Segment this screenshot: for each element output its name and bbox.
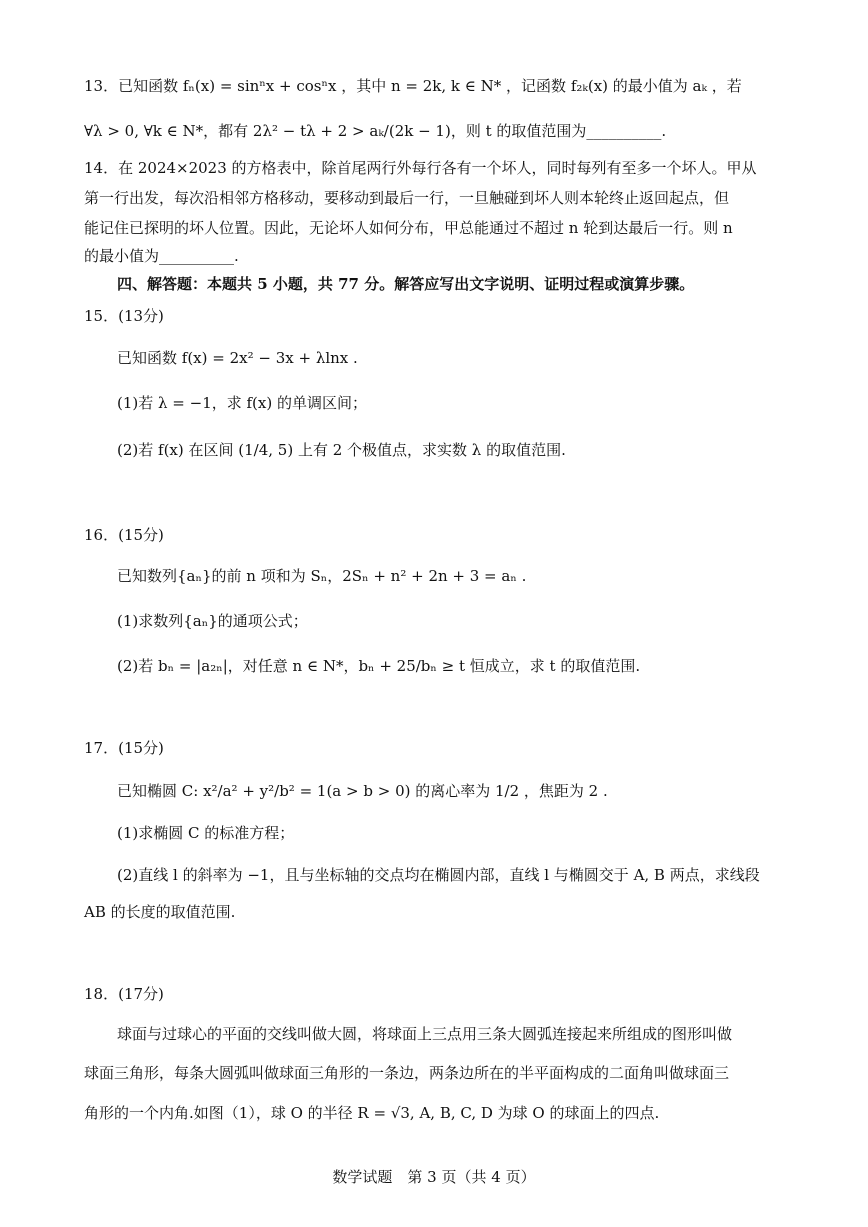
q13-line1: 13．已知函数 fₙ(x) = sinⁿx + cosⁿx ，其中 n = 2k, k ∈ N* ，记函数 f₂ₖ(x) 的最小值为 aₖ ，若 <box>84 77 742 95</box>
q17-part2-line1: (2)直线 l 的斜率为 −1，且与坐标轴的交点均在椭圆内部，直线 l 与椭圆交于 A, B 两点，求线段 <box>117 866 760 884</box>
q16-stem: 已知数列{aₙ}的前 n 项和为 Sₙ，2Sₙ + n² + 2n + 3 = aₙ . <box>117 567 527 585</box>
q15-header: 15．(13分) <box>84 307 164 325</box>
q14-line2: 第一行出发，每次沿相邻方格移动，要移动到最后一行，一旦触碰到坏人则本轮终止返回起点，但 <box>84 189 730 207</box>
q18-header: 18．(17分) <box>84 985 164 1003</box>
q18-line3: 角形的一个内角.如图（1），球 O 的半径 R = √3, A, B, C, D 为球 O 的球面上的四点. <box>84 1104 660 1122</box>
q14-line1: 14．在 2024×2023 的方格表中，除首尾两行外每行各有一个坏人，同时每列有至多一个坏人。甲从 <box>84 159 757 177</box>
q13-line2: ∀λ > 0, ∀k ∈ N*，都有 2λ² − tλ + 2 > aₖ/(2k − 1)，则 t 的取值范围为__________. <box>84 122 667 140</box>
q14-line3: 能记住已探明的坏人位置。因此，无论坏人如何分布，甲总能通过不超过 n 轮到达最后一行。则 n <box>84 219 733 237</box>
q17-part2-line2: AB 的长度的取值范围. <box>84 903 236 921</box>
page-footer: 数学试题 第 3 页（共 4 页） <box>332 1168 536 1186</box>
q15-part2: (2)若 f(x) 在区间 (1/4, 5) 上有 2 个极值点，求实数 λ 的取值范围. <box>117 441 566 459</box>
q17-header: 17．(15分) <box>84 739 164 757</box>
q14-line4: 的最小值为__________. <box>84 247 239 265</box>
section-heading: 四、解答题：本题共 5 小题，共 77 分。解答应写出文字说明、证明过程或演算步骤。 <box>117 275 695 293</box>
q17-part1: (1)求椭圆 C 的标准方程； <box>117 824 295 842</box>
q16-part2: (2)若 bₙ = |a₂ₙ|，对任意 n ∈ N*，bₙ + 25/bₙ ≥ t 恒成立，求 t 的取值范围. <box>117 657 641 675</box>
q17-stem: 已知椭圆 C: x²/a² + y²/b² = 1(a > b > 0) 的离心率为 1/2 ，焦距为 2 . <box>117 782 608 800</box>
q18-line2: 球面三角形，每条大圆弧叫做球面三角形的一条边，两条边所在的半平面构成的二面角叫做球面三 <box>84 1064 730 1082</box>
q18-line1: 球面与过球心的平面的交线叫做大圆，将球面上三点用三条大圆弧连接起来所组成的图形叫做 <box>117 1025 733 1043</box>
q15-stem: 已知函数 f(x) = 2x² − 3x + λlnx . <box>117 349 358 367</box>
q16-part1: (1)求数列{aₙ}的通项公式； <box>117 612 308 630</box>
q16-header: 16．(15分) <box>84 526 164 544</box>
q15-part1: (1)若 λ = −1，求 f(x) 的单调区间； <box>117 394 367 412</box>
